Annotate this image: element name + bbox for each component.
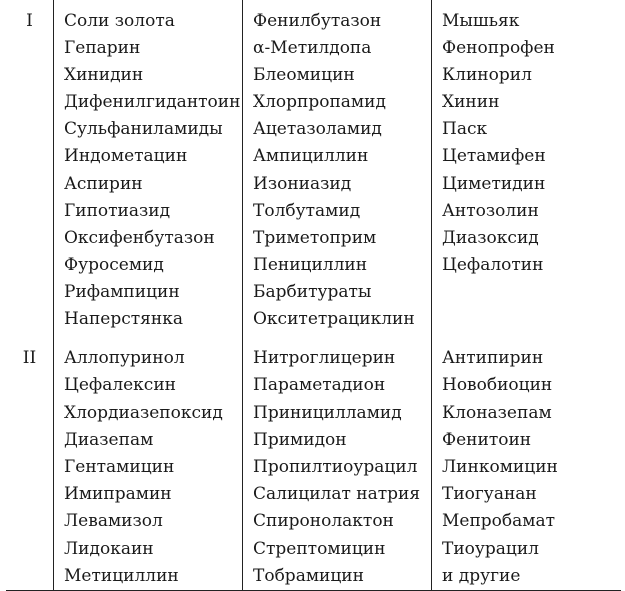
drug-list bbox=[243, 345, 431, 590]
drug-name: Мышьяк bbox=[442, 11, 520, 31]
drug-name: Фенилбутазон bbox=[253, 11, 382, 31]
drug-name: Диазепам bbox=[64, 429, 154, 450]
table-body bbox=[6, 0, 621, 590]
drug-name: Барбитураты bbox=[253, 281, 372, 302]
drug-name: Клоназепам bbox=[442, 402, 552, 423]
drug-name: α-Метилдопа bbox=[253, 38, 372, 59]
drug-name: Линкомицин bbox=[442, 456, 558, 477]
drug-name: Параметадион bbox=[253, 375, 386, 396]
drug-name: Хлордиазепоксид bbox=[64, 402, 223, 423]
drug-name: Тиогуанан bbox=[442, 484, 537, 505]
drug-name: Фуросемид bbox=[64, 254, 164, 275]
drug-name: Антозолин bbox=[442, 200, 539, 221]
drug-name: Метициллин bbox=[64, 565, 179, 586]
drug-name: Изониазид bbox=[253, 173, 352, 194]
group-row-II bbox=[6, 343, 621, 590]
drug-name: Триметоприм bbox=[253, 227, 377, 248]
drug-name: Ампициллин bbox=[253, 146, 369, 167]
drug-name: Гентамицин bbox=[64, 456, 175, 477]
drug-name: Салицилат натрия bbox=[253, 484, 421, 505]
drug-name: и другие bbox=[442, 565, 521, 586]
drug-name: Нитроглицерин bbox=[253, 348, 396, 369]
drug-name: Стрептомицин bbox=[253, 538, 386, 559]
drug-name: Пенициллин bbox=[253, 254, 368, 275]
drug-name: Спиронолактон bbox=[253, 511, 394, 532]
drug-list bbox=[432, 345, 621, 590]
drug-name: Рифампицин bbox=[64, 281, 180, 302]
drug-name: Хлорпропамид bbox=[253, 92, 386, 113]
drug-name: Фенитоин bbox=[442, 429, 532, 450]
drug-name: Фенопрофен bbox=[442, 38, 555, 59]
group-label-cell bbox=[6, 343, 54, 590]
drug-column-1 bbox=[54, 343, 243, 590]
drug-list bbox=[54, 345, 242, 590]
drug-name: Толбутамид bbox=[253, 200, 361, 221]
group-row-I bbox=[6, 0, 621, 343]
drug-name: Примидон bbox=[253, 429, 347, 450]
drug-name: Цетамифен bbox=[442, 146, 546, 167]
drug-name: Оксифенбутазон bbox=[64, 227, 215, 248]
drug-name: Аллопуринол bbox=[64, 348, 185, 369]
drug-name: Диазоксид bbox=[442, 227, 539, 248]
drug-column-3 bbox=[432, 343, 622, 590]
drug-list bbox=[54, 8, 242, 333]
drug-name: Хинин bbox=[442, 92, 500, 113]
drug-name: Паск bbox=[442, 119, 488, 140]
drug-name: Гепарин bbox=[64, 38, 141, 59]
drug-name: Цефалотин bbox=[442, 254, 544, 275]
drug-name: Сульфаниламиды bbox=[64, 119, 223, 140]
group-label-cell bbox=[6, 0, 54, 343]
drug-column-1 bbox=[54, 0, 243, 343]
drug-name: Окситетрациклин bbox=[253, 309, 415, 330]
group-label: II bbox=[22, 348, 37, 369]
drug-name: Хинидин bbox=[64, 65, 144, 86]
drug-list bbox=[432, 8, 621, 279]
drug-name: Блеомицин bbox=[253, 65, 355, 86]
drug-name: Гипотиазид bbox=[64, 200, 171, 221]
drug-column-2 bbox=[243, 343, 432, 590]
drug-name: Цефалексин bbox=[64, 375, 176, 396]
drug-name: Пропилтиоурацил bbox=[253, 456, 418, 477]
drug-name: Мепробамат bbox=[442, 511, 556, 532]
drug-name: Наперстянка bbox=[64, 309, 183, 330]
drug-name: Циметидин bbox=[442, 173, 546, 194]
drug-name: Левамизол bbox=[64, 511, 163, 532]
drug-name: Тобрамицин bbox=[253, 565, 364, 586]
group-label: I bbox=[26, 11, 33, 31]
drug-name: Индометацин bbox=[64, 146, 188, 167]
drug-column-3 bbox=[432, 0, 622, 343]
drug-name: Тиоурацил bbox=[442, 538, 539, 559]
drug-name: Имипрамин bbox=[64, 484, 172, 505]
drug-table bbox=[6, 0, 621, 591]
drug-name: Клинорил bbox=[442, 65, 532, 86]
drug-name: Соли золота bbox=[64, 11, 175, 31]
drug-list bbox=[243, 8, 431, 333]
drug-name: Дифенилгидантоин bbox=[64, 92, 241, 113]
drug-name: Аспирин bbox=[64, 173, 143, 194]
drug-column-2 bbox=[243, 0, 432, 343]
drug-name: Лидокаин bbox=[64, 538, 154, 559]
drug-name: Антипирин bbox=[442, 348, 544, 369]
drug-name: Приницилламид bbox=[253, 402, 402, 423]
drug-name: Ацетазоламид bbox=[253, 119, 382, 140]
drug-name: Новобиоцин bbox=[442, 375, 553, 396]
